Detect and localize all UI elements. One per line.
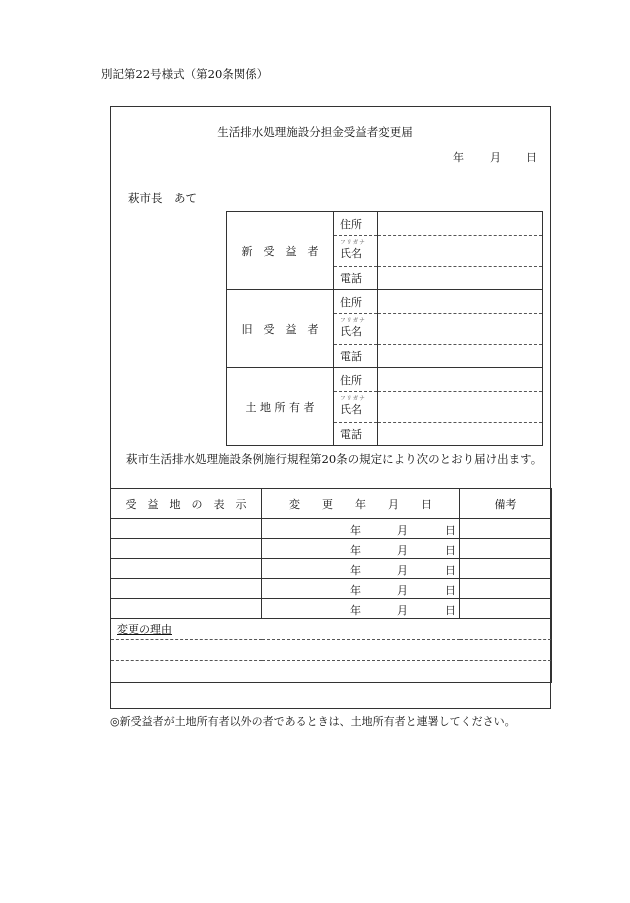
landowner-address-field[interactable] — [378, 368, 543, 392]
new-beneficiary-address-label: 住所 — [334, 212, 378, 236]
old-beneficiary-address-label: 住所 — [334, 290, 378, 314]
remarks-field[interactable] — [460, 559, 552, 579]
change-date-field[interactable]: 年 月 日 — [262, 539, 460, 559]
land-display-field[interactable] — [111, 579, 262, 599]
furigana-label: フリガナ — [340, 396, 366, 402]
change-reason-label: 変更の理由 — [117, 623, 172, 636]
landowner-name-field[interactable] — [378, 392, 543, 423]
change-date-field[interactable]: 年 月 日 — [262, 559, 460, 579]
land-display-header: 受 益 地 の 表 示 — [111, 489, 262, 519]
change-details-table — [110, 488, 552, 683]
table-row — [111, 539, 552, 559]
date-day-label: 日 — [526, 151, 537, 164]
new-beneficiary-phone-label: 電話 — [334, 267, 378, 290]
old-beneficiary-address-field[interactable] — [378, 290, 543, 314]
parties-table — [226, 211, 543, 446]
name-label: 氏名 — [340, 325, 362, 338]
remarks-field[interactable] — [460, 579, 552, 599]
name-label: 氏名 — [340, 247, 362, 260]
old-beneficiary-name-label — [334, 314, 378, 345]
remarks-header: 備考 — [460, 489, 552, 519]
date-month-label: 月 — [490, 151, 501, 164]
old-beneficiary-label: 旧 受 益 者 — [227, 290, 334, 368]
footnote: ◎新受益者が土地所有者以外の者であるときは、土地所有者と連署してください。 — [110, 715, 516, 728]
landowner-name-label — [334, 392, 378, 423]
new-beneficiary-label: 新 受 益 者 — [227, 212, 334, 290]
statement-text: 萩市生活排水処理施設条例施行規程第20条の規定により次のとおり届け出ます。 — [126, 452, 543, 466]
landowner-label: 土 地 所 有 者 — [227, 368, 334, 446]
change-reason-field-line[interactable] — [111, 661, 552, 683]
land-display-field[interactable] — [111, 559, 262, 579]
landowner-address-label: 住所 — [334, 368, 378, 392]
table-row — [111, 559, 552, 579]
old-beneficiary-phone-field[interactable] — [378, 345, 543, 368]
form-title: 生活排水処理施設分担金受益者変更届 — [217, 125, 413, 139]
old-beneficiary-name-field[interactable] — [378, 314, 543, 345]
new-beneficiary-address-field[interactable] — [378, 212, 543, 236]
addressee: 萩市長 あて — [128, 191, 197, 205]
date-year-label: 年 — [453, 151, 464, 164]
change-date-field[interactable]: 年 月 日 — [262, 519, 460, 539]
change-reason-field-line[interactable] — [111, 640, 552, 661]
change-date-field[interactable]: 年 月 日 — [262, 599, 460, 619]
land-display-field[interactable] — [111, 519, 262, 539]
remarks-field[interactable] — [460, 519, 552, 539]
new-beneficiary-name-field[interactable] — [378, 236, 543, 267]
landowner-phone-field[interactable] — [378, 423, 543, 446]
table-row — [111, 599, 552, 619]
name-label: 氏名 — [340, 403, 362, 416]
table-row — [111, 579, 552, 599]
form-number-header: 別記第22号様式（第20条関係） — [101, 67, 269, 81]
furigana-label: フリガナ — [340, 240, 366, 246]
land-display-field[interactable] — [111, 599, 262, 619]
change-date-header: 変 更 年 月 日 — [262, 489, 460, 519]
landowner-phone-label: 電話 — [334, 423, 378, 446]
land-display-field[interactable] — [111, 539, 262, 559]
furigana-label: フリガナ — [340, 318, 366, 324]
old-beneficiary-phone-label: 電話 — [334, 345, 378, 368]
new-beneficiary-name-label — [334, 236, 378, 267]
remarks-field[interactable] — [460, 539, 552, 559]
new-beneficiary-phone-field[interactable] — [378, 267, 543, 290]
table-row — [111, 519, 552, 539]
change-reason-label-row — [111, 619, 552, 640]
change-date-field[interactable]: 年 月 日 — [262, 579, 460, 599]
remarks-field[interactable] — [460, 599, 552, 619]
